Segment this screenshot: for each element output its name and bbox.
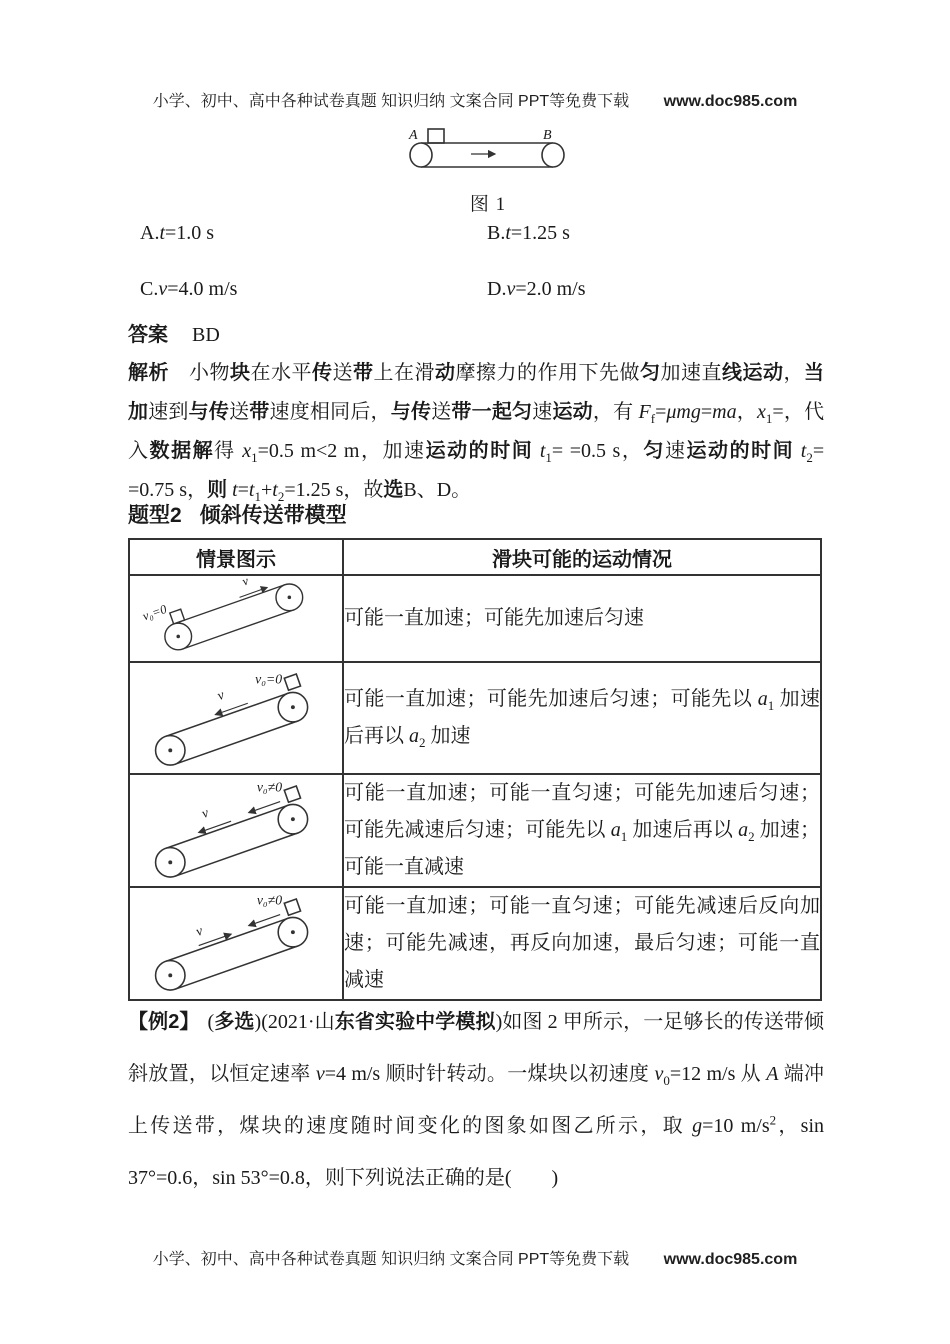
footer-site-link[interactable]: www.doc985.com <box>663 1251 798 1268</box>
analysis-label: 解析 <box>128 362 169 384</box>
figure-1 <box>403 124 573 216</box>
table-header-row <box>129 539 821 575</box>
motion-cell-2: 可能一直加速；可能先加速后匀速；可能先以 $a_1$ 加速后再以 $a_2$ 加速 <box>343 662 821 774</box>
footer-promo-text: 小学、初中、高中各种试卷真题 知识归纳 文案合同 PPT等免费下载 <box>152 1251 630 1268</box>
option-d: D.v=2.0 m/s <box>487 278 586 300</box>
initial-velocity-arrow <box>249 915 280 926</box>
belt-velocity-label: v <box>215 686 227 703</box>
option-b: B.t=1.25 s <box>487 222 570 244</box>
analysis-text: 小物块在水平传送带上在滑动摩擦力的作用下先做匀加速直线运动，当加速到与传送带速度相同后，与传送带一起匀速运动，有 $F_f=\mu mg=ma$，$x_1=$，代入数据解得 $x_1=0.5$ m<2 m，加速运动的时间 $t_1= =0.5$ s，匀速运动的时间 $t_2= =0.75$ s，则 $t=t_1+t_2=1.25$ s，故选B、D。 <box>128 362 825 504</box>
table-row-2 <box>129 662 821 774</box>
diagram-cell-3 <box>129 774 343 887</box>
col-header-motion: 滑块可能的运动情况 <box>343 539 821 575</box>
initial-velocity-label: v₀=0 <box>255 671 283 687</box>
answer-label: 答案 <box>128 324 168 346</box>
motion-cell-3: 可能一直加速；可能一直匀速；可能先加速后匀速；可能先减速后匀速；可能先以 $a_1$ 加速后再以 $a_2$ 加速；可能一直减速 <box>343 774 821 887</box>
table-row-3 <box>129 774 821 887</box>
belt-velocity-label: v <box>193 922 205 939</box>
initial-velocity-label: v₀=0 <box>140 601 169 624</box>
block-square <box>284 899 300 915</box>
table-row-4 <box>129 887 821 1000</box>
diagram-cell-1 <box>129 575 343 662</box>
example-2-text: (多选)(2021·山东省实验中学模拟)如图 2 甲所示，一足够长的传送带倾斜放置，以恒定速率 v=4 m/s 顺时针转动。一煤块以初速度 $v_0=12$ m/s 从 A 端冲上传送带，煤块的速度随时间变化的图象如图乙所示，取 g=10 $m/s^2$，sin 37°=0.6，sin 53°=0.8，则下列说法正确的是( ) <box>128 1011 825 1189</box>
topic-title: 倾斜传送带模型 <box>199 504 347 527</box>
belt-velocity-label: v <box>199 804 211 822</box>
page-header <box>0 88 950 111</box>
initial-velocity-label: v₀≠0 <box>256 892 283 908</box>
col-header-diagram: 情景图示 <box>129 539 343 575</box>
motion-cell-4: 可能一直加速；可能一直匀速；可能先减速后反向加速；可能先减速，再反向加速，最后匀速；可能一直减速 <box>343 887 821 1000</box>
header-promo-text: 小学、初中、高中各种试卷真题 知识归纳 文案合同 PPT等免费下载 <box>152 93 630 110</box>
example-2-paragraph <box>128 996 824 1204</box>
answer-line <box>128 318 220 347</box>
inclined-belt-diagram-down-v0-zero <box>133 664 339 768</box>
initial-velocity-arrow <box>249 802 280 813</box>
motion-cell-1: 可能一直加速；可能先加速后匀速 <box>343 575 821 662</box>
inclined-belt-table <box>128 538 822 1001</box>
initial-velocity-label: v₀≠0 <box>256 779 283 795</box>
analysis-paragraph <box>128 354 824 510</box>
option-c: C.v=4.0 m/s <box>140 278 238 300</box>
block-square <box>428 129 444 143</box>
page-footer <box>0 1246 950 1269</box>
inclined-belt-diagram-up-v0-zero <box>133 576 339 656</box>
block-square <box>170 609 185 624</box>
diagram-cell-4 <box>129 887 343 1000</box>
point-a-label: A <box>409 128 418 143</box>
topic-number: 题型2 <box>128 504 182 527</box>
block-square <box>284 786 300 802</box>
topic-heading <box>128 499 347 529</box>
figure-1-caption: 图 1 <box>469 194 507 215</box>
example-2-label: 【例2】 <box>128 1011 200 1033</box>
inclined-belt-diagram-down-v0-down <box>133 776 339 880</box>
diagram-cell-2 <box>129 662 343 774</box>
inclined-belt-diagram-up-v0-down <box>133 889 339 993</box>
horizontal-conveyor-diagram <box>403 124 573 176</box>
table-row-1 <box>129 575 821 662</box>
block-square <box>284 674 300 690</box>
header-site-link[interactable]: www.doc985.com <box>663 93 798 110</box>
belt-velocity-label: v <box>240 576 251 589</box>
right-pulley <box>542 143 564 167</box>
point-b-label: B <box>543 128 552 143</box>
left-pulley <box>410 143 432 167</box>
answer-value: BD <box>192 324 220 346</box>
option-a: A.t=1.0 s <box>140 222 215 244</box>
